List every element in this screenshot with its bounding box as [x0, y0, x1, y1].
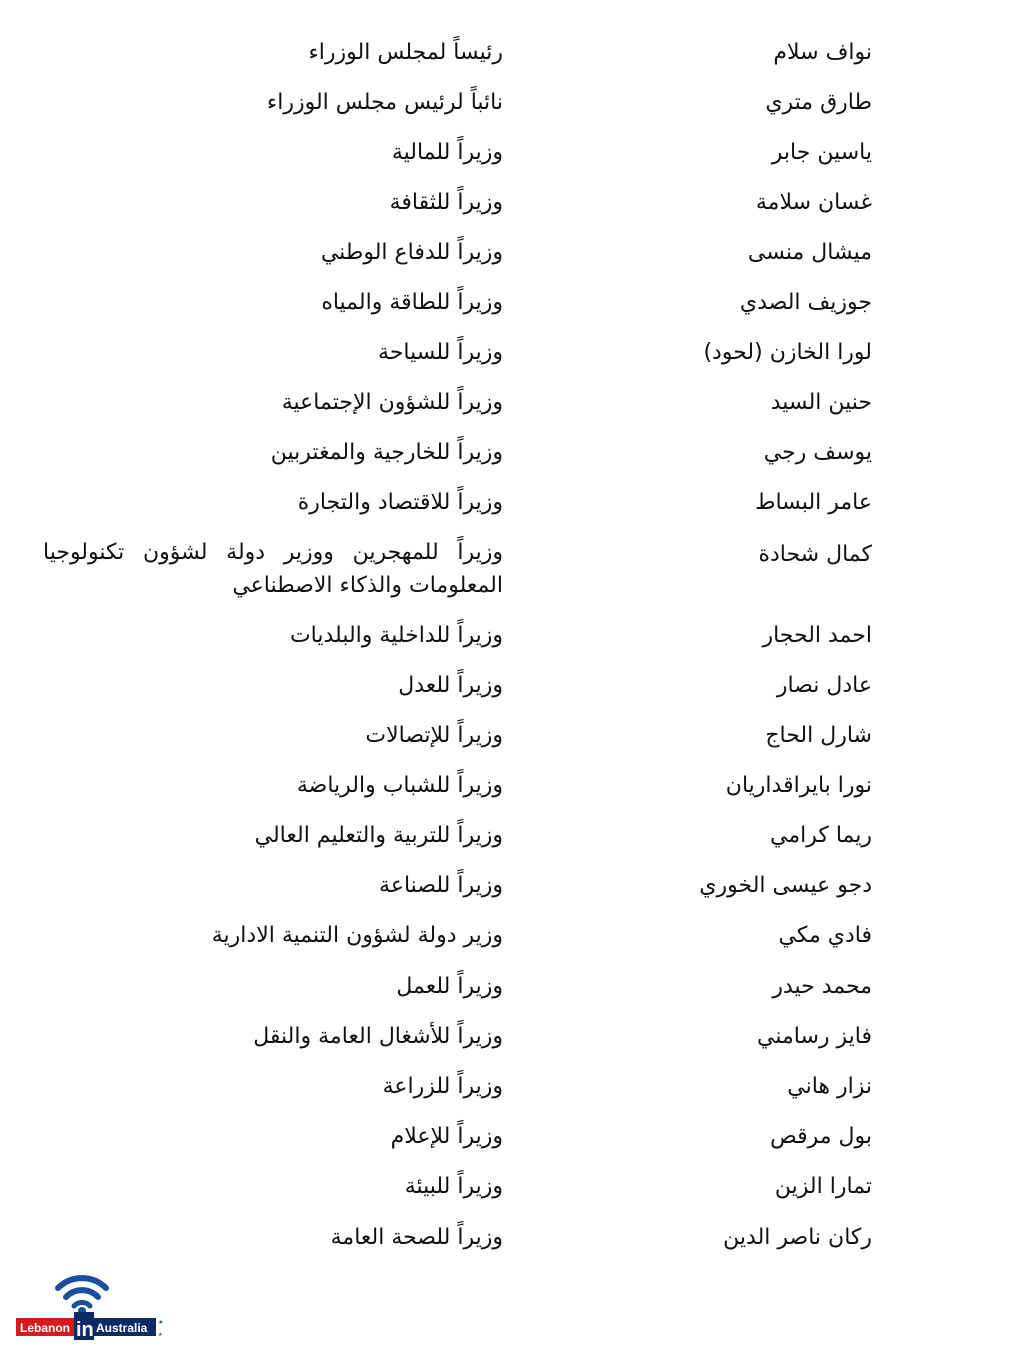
minister-name: محمد حيدر [772, 974, 872, 999]
minister-name: ياسين جابر [771, 140, 872, 165]
minister-name: بول مرقص [770, 1124, 872, 1149]
minister-name: فايز رسامني [757, 1024, 872, 1049]
minister-role: وزيراً للدفاع الوطني [320, 240, 503, 265]
list-item [0, 861, 1009, 911]
minister-role: وزيراً للإتصالات [365, 723, 503, 748]
minister-name: ريما كرامي [769, 823, 872, 848]
minister-name: عادل نصار [776, 673, 872, 698]
list-item [0, 1162, 1009, 1212]
list-item [0, 530, 1009, 610]
list-item [0, 28, 1009, 78]
minister-role: وزيراً للإعلام [390, 1124, 503, 1149]
minister-role: وزيراً للمهجرين ووزير دولة لشؤون تكنولوجيا المعلومات والذكاء الاصطناعي [43, 540, 503, 598]
logo-text-lebanon: Lebanon [20, 1321, 70, 1335]
list-item [0, 428, 1009, 478]
list-item [0, 911, 1009, 961]
minister-name: ركان ناصر الدين [723, 1225, 872, 1250]
minister-role: وزيراً للعدل [398, 673, 503, 698]
list-item [0, 228, 1009, 278]
list-item [0, 328, 1009, 378]
minister-name: يوسف رجي [763, 440, 872, 465]
minister-role: وزيراً للتربية والتعليم العالي [254, 823, 503, 848]
minister-role: نائباً لرئيس مجلس الوزراء [266, 90, 503, 115]
list-item [0, 711, 1009, 761]
logo-text-australia: Australia [96, 1321, 148, 1335]
list-item [0, 178, 1009, 228]
list-item [0, 1012, 1009, 1062]
minister-name: تمارا الزين [774, 1174, 872, 1199]
minister-name: ميشال منسى [747, 240, 872, 265]
list-item [0, 661, 1009, 711]
minister-role: وزيراً للشباب والرياضة [296, 773, 503, 798]
logo-text-in: in [76, 1319, 94, 1341]
minister-role: وزيراً للشؤون الإجتماعية [281, 390, 503, 415]
minister-name: فادي مكي [778, 923, 872, 948]
minister-name: دجو عيسى الخوري [699, 873, 872, 898]
minister-role: وزير دولة لشؤون التنمية الادارية [211, 923, 503, 948]
minister-name: لورا الخازن (لحود) [703, 340, 872, 365]
list-item [0, 478, 1009, 528]
minister-role: وزيراً للثقافة [389, 190, 503, 215]
list-item [0, 761, 1009, 811]
minister-name: نورا بايراقداريان [725, 773, 872, 798]
star-icon: ★ [158, 1332, 163, 1338]
list-item [0, 1112, 1009, 1162]
minister-name: احمد الحجار [762, 623, 872, 648]
list-item [0, 611, 1009, 661]
minister-role: وزيراً للاقتصاد والتجارة [297, 490, 503, 515]
minister-role: وزيراً للعمل [396, 974, 503, 999]
minister-name: جوزيف الصدي [739, 290, 872, 315]
star-icon: ★ [158, 1319, 164, 1326]
list-item [0, 811, 1009, 861]
list-item [0, 962, 1009, 1012]
minister-name: حنين السيد [770, 390, 872, 415]
minister-role: وزيراً للمالية [391, 140, 503, 165]
minister-role: رئيساً لمجلس الوزراء [308, 40, 503, 65]
minister-role: وزيراً للخارجية والمغتربين [270, 440, 503, 465]
minister-name: غسان سلامة [755, 190, 872, 215]
list-item [0, 128, 1009, 178]
minister-role: وزيراً للصحة العامة [330, 1225, 503, 1250]
list-item [0, 278, 1009, 328]
list-item [0, 378, 1009, 428]
minister-name: نواف سلام [773, 40, 872, 65]
minister-name: كمال شحادة [758, 542, 872, 567]
list-item [0, 78, 1009, 128]
minister-name: طارق متري [765, 90, 872, 115]
minister-role: وزيراً للطاقة والمياه [321, 290, 503, 315]
minister-role: وزيراً للزراعة [382, 1074, 503, 1099]
list-item [0, 1213, 1009, 1263]
list-item [0, 1062, 1009, 1112]
minister-name: شارل الحاج [765, 723, 872, 748]
minister-name: عامر البساط [755, 490, 872, 515]
lebanon-in-australia-logo [14, 1266, 164, 1346]
minister-role: وزيراً للداخلية والبلديات [289, 623, 503, 648]
wifi-signal-icon [58, 1278, 106, 1315]
minister-name: نزار هاني [787, 1074, 872, 1099]
minister-role: وزيراً للأشغال العامة والنقل [253, 1024, 503, 1049]
minister-role: وزيراً للصناعة [379, 873, 503, 898]
minister-role: وزيراً للسياحة [378, 340, 503, 365]
minister-role: وزيراً للبيئة [404, 1174, 503, 1199]
